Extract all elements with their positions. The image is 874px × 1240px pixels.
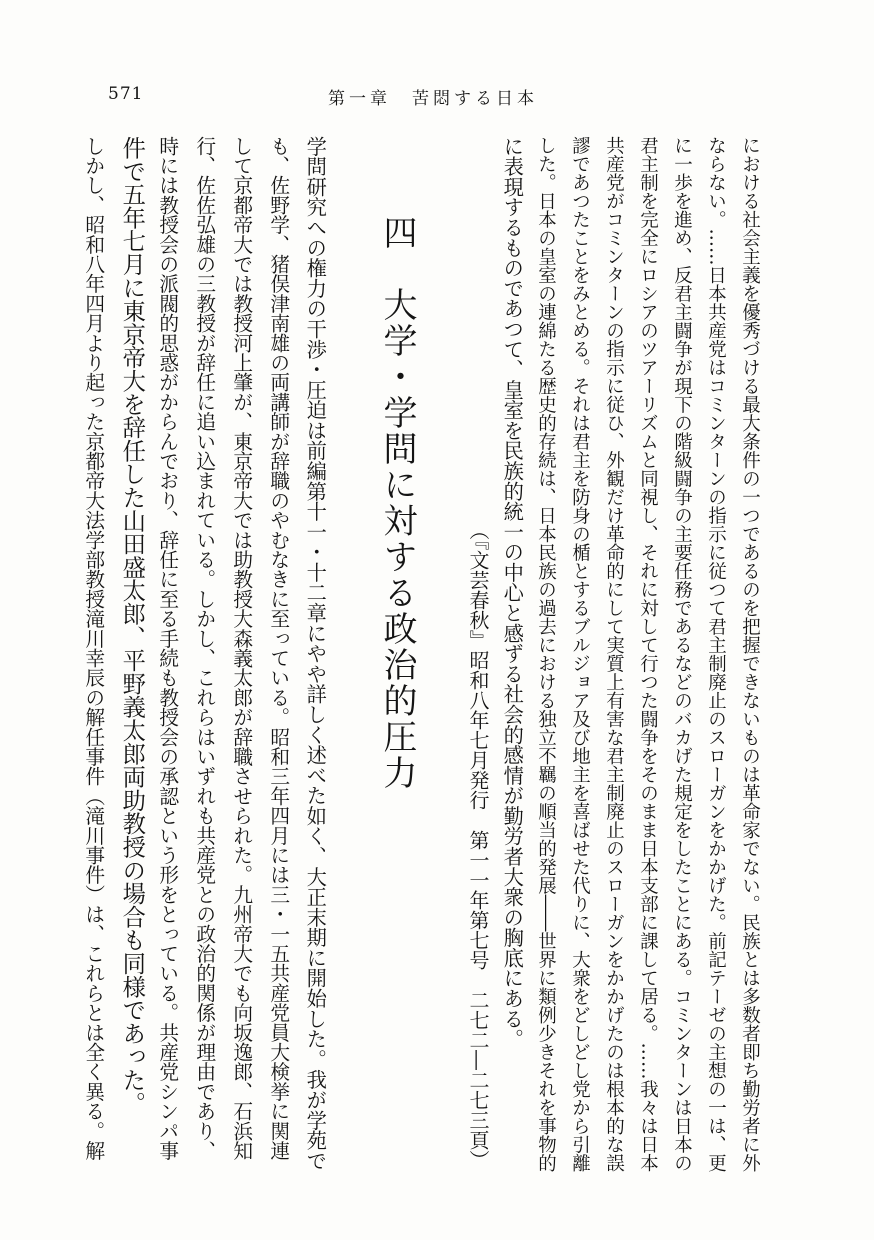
- quote-line: した。日本の皇室の連綿たる歴史的存続は、日本民族の過去における独立不羈の順当的発展――世界に類例少きそれを事物的: [535, 136, 557, 1172]
- body-line: も、佐野学、猪俣津南雄の両講師が辞職のやむなきに至っている。昭和三年四月には三・一五共産党員大検挙に関連: [266, 136, 290, 1161]
- quote-line: 共産党がコミンターンの指示に従ひ、外観だけ革命的にして実質上有害な君主制廃止のスローガンをかかげたのは根本的な誤: [603, 136, 625, 1172]
- quote-line: における社会主義を優秀づける最大条件の一つであるのを把握できないものは革命家でない。民族とは多数者即ち勤労者に外: [739, 136, 761, 1172]
- body-line: して京都帝大では教授河上肇が、東京帝大では助教授大森義太郎が辞職させられた。九州帝大でも向坂逸郎、石浜知: [229, 136, 253, 1161]
- quote-line: 君主制を完全にロシアのツアーリズムと同視し、それに対して行つた闘争をそのまま日本支部に課して居る。……我々は日本: [637, 136, 659, 1172]
- quote-line: 謬であつたことをみとめる。それは君主を防身の楯とするブルジョア及び地主を喜ばせた代りに、大衆をどしどし党から引離: [569, 136, 591, 1172]
- body-line: しかし、昭和八年四月より起った京都帝大法学部教授滝川幸辰の解任事件（滝川事件）は、これらとは全く異る。解: [81, 136, 105, 1161]
- body-line: 行、佐佐弘雄の三教授が辞任に追い込まれている。しかし、これらはいずれも共産党との政治的関係が理由であり、: [192, 136, 216, 1161]
- body-line: 学問研究への権力の干渉・圧迫は前編第十一・十二章にやや詳しく述べた如く、大正末期に開始した。我が学苑で: [303, 136, 328, 1171]
- quote-line: ならない。……日本共産党はコミンターンの指示に従つて君主制廃止のスローガンをかかげた。前記テーゼの主想の一は、更: [705, 136, 727, 1172]
- quote-citation: （『文芸春秋』昭和八年七月発行 第一一年第七号 二七二―二七三頁）: [466, 520, 490, 1170]
- page-number: 571: [108, 84, 144, 104]
- section-heading: 四 大学・学問に対する政治的圧力: [377, 215, 417, 791]
- body-line: 件で五年七月に東京帝大を辞任した山田盛太郎、平野義太郎両助教授の場合も同様であった。: [118, 136, 146, 1115]
- quote-line: に一歩を進め、反君主闘争が現下の階級闘争の主要任務であるなどのバカげた規定をしたことにある。コミンターンは日本の: [671, 136, 693, 1172]
- quote-line: に表現するものであつて、皇室を民族的統一の中心と感ずる社会的感情が勤労者大衆の胸底にある。: [500, 136, 525, 1050]
- body-line: 時には教授会の派閥的思惑がからんでおり、辞任に至る手続も教授会の承認という形をとっている。共産党シンパ事: [155, 136, 179, 1161]
- running-title: 第一章 苦悶する日本: [328, 89, 538, 109]
